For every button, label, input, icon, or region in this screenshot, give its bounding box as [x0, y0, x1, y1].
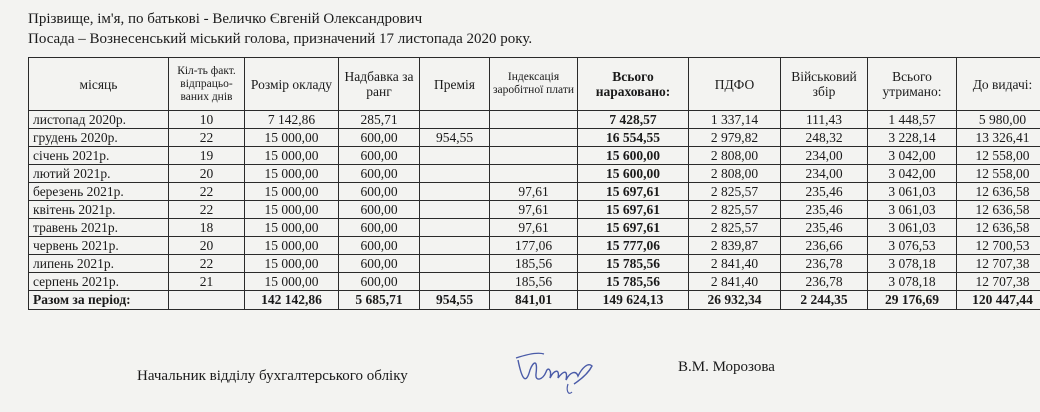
table-row: [29, 147, 1040, 165]
cell-rank-bonus: 600,00: [339, 237, 420, 255]
cell-month: грудень 2020р.: [29, 129, 169, 147]
cell-total-withheld: 3 042,00: [868, 165, 957, 183]
cell-indexation: 185,56: [490, 273, 578, 291]
total-days: [169, 291, 245, 310]
cell-military-tax: 234,00: [781, 165, 868, 183]
cell-pdfo: 2 841,40: [689, 255, 781, 273]
cell-to-pay: 12 707,38: [957, 255, 1040, 273]
total-total-withheld: 29 176,69: [868, 291, 957, 310]
cell-month: листопад 2020р.: [29, 111, 169, 129]
cell-indexation: [490, 165, 578, 183]
table-row: [29, 183, 1040, 201]
cell-indexation: 97,61: [490, 183, 578, 201]
cell-military-tax: 236,66: [781, 237, 868, 255]
cell-indexation: 177,06: [490, 237, 578, 255]
signatory-name: В.М. Морозова: [678, 359, 775, 375]
column-header-premium: Премія: [420, 58, 490, 111]
cell-total-accrued: 15 785,56: [578, 255, 689, 273]
total-rank-bonus: 5 685,71: [339, 291, 420, 310]
cell-total-withheld: 3 061,03: [868, 183, 957, 201]
cell-pdfo: 2 841,40: [689, 273, 781, 291]
cell-premium: [420, 255, 490, 273]
cell-total-withheld: 3 076,53: [868, 237, 957, 255]
cell-days: 22: [169, 255, 245, 273]
column-header-rank-bonus: Надбавка за ранг: [339, 58, 420, 111]
table-row: [29, 255, 1040, 273]
cell-salary: 15 000,00: [245, 219, 339, 237]
cell-salary: 15 000,00: [245, 237, 339, 255]
cell-total-accrued: 15 697,61: [578, 201, 689, 219]
table-row: [29, 219, 1040, 237]
cell-total-accrued: 15 785,56: [578, 273, 689, 291]
cell-rank-bonus: 600,00: [339, 165, 420, 183]
cell-days: 19: [169, 147, 245, 165]
table-row: [29, 273, 1040, 291]
cell-premium: 954,55: [420, 129, 490, 147]
cell-premium: [420, 111, 490, 129]
cell-salary: 15 000,00: [245, 255, 339, 273]
column-header-month: місяць: [29, 58, 169, 111]
cell-month: липень 2021р.: [29, 255, 169, 273]
cell-military-tax: 248,32: [781, 129, 868, 147]
cell-military-tax: 235,46: [781, 183, 868, 201]
column-header-days: Кіл-ть факт. відпрацьо-ваних днів: [169, 58, 245, 111]
cell-to-pay: 5 980,00: [957, 111, 1040, 129]
cell-to-pay: 12 558,00: [957, 165, 1040, 183]
handwritten-signature: [508, 340, 618, 400]
cell-rank-bonus: 600,00: [339, 273, 420, 291]
cell-premium: [420, 165, 490, 183]
cell-pdfo: 2 839,87: [689, 237, 781, 255]
salary-table: [28, 57, 1040, 310]
cell-premium: [420, 183, 490, 201]
cell-rank-bonus: 600,00: [339, 219, 420, 237]
table-row: [29, 111, 1040, 129]
cell-total-accrued: 15 777,06: [578, 237, 689, 255]
cell-indexation: 97,61: [490, 219, 578, 237]
cell-month: серпень 2021р.: [29, 273, 169, 291]
cell-rank-bonus: 600,00: [339, 255, 420, 273]
cell-premium: [420, 219, 490, 237]
cell-total-withheld: 3 061,03: [868, 201, 957, 219]
cell-military-tax: 236,78: [781, 273, 868, 291]
cell-to-pay: 12 636,58: [957, 219, 1040, 237]
cell-days: 22: [169, 183, 245, 201]
total-salary: 142 142,86: [245, 291, 339, 310]
table-row: [29, 165, 1040, 183]
cell-salary: 15 000,00: [245, 183, 339, 201]
column-header-salary: Розмір окладу: [245, 58, 339, 111]
cell-days: 22: [169, 129, 245, 147]
cell-to-pay: 12 707,38: [957, 273, 1040, 291]
cell-premium: [420, 147, 490, 165]
column-header-to-pay: До видачі:: [957, 58, 1040, 111]
total-premium: 954,55: [420, 291, 490, 310]
cell-pdfo: 2 979,82: [689, 129, 781, 147]
column-header-total-withheld: Всього утримано:: [868, 58, 957, 111]
cell-indexation: [490, 111, 578, 129]
total-month: Разом за період:: [29, 291, 169, 310]
cell-total-accrued: 7 428,57: [578, 111, 689, 129]
cell-salary: 7 142,86: [245, 111, 339, 129]
total-row: [29, 291, 1040, 310]
cell-month: травень 2021р.: [29, 219, 169, 237]
cell-rank-bonus: 600,00: [339, 201, 420, 219]
cell-premium: [420, 237, 490, 255]
cell-total-withheld: 3 042,00: [868, 147, 957, 165]
cell-days: 21: [169, 273, 245, 291]
cell-military-tax: 235,46: [781, 201, 868, 219]
cell-rank-bonus: 600,00: [339, 147, 420, 165]
table-header-row: [29, 58, 1040, 111]
total-to-pay: 120 447,44: [957, 291, 1040, 310]
cell-rank-bonus: 285,71: [339, 111, 420, 129]
total-total-accrued: 149 624,13: [578, 291, 689, 310]
cell-salary: 15 000,00: [245, 129, 339, 147]
table-row: [29, 201, 1040, 219]
table-row: [29, 237, 1040, 255]
cell-premium: [420, 273, 490, 291]
cell-salary: 15 000,00: [245, 273, 339, 291]
cell-days: 20: [169, 237, 245, 255]
column-header-total-accrued: Всього нараховано:: [578, 58, 689, 111]
cell-total-accrued: 15 600,00: [578, 147, 689, 165]
total-pdfo: 26 932,34: [689, 291, 781, 310]
column-header-pdfo: ПДФО: [689, 58, 781, 111]
cell-salary: 15 000,00: [245, 165, 339, 183]
column-header-indexation: Індексація заробітної плати: [490, 58, 578, 111]
column-header-military-tax: Військовий збір: [781, 58, 868, 111]
cell-total-withheld: 3 078,18: [868, 255, 957, 273]
cell-to-pay: 12 636,58: [957, 201, 1040, 219]
cell-days: 20: [169, 165, 245, 183]
cell-pdfo: 2 808,00: [689, 147, 781, 165]
cell-military-tax: 111,43: [781, 111, 868, 129]
cell-indexation: [490, 129, 578, 147]
cell-month: лютий 2021р.: [29, 165, 169, 183]
cell-month: березень 2021р.: [29, 183, 169, 201]
cell-pdfo: 1 337,14: [689, 111, 781, 129]
cell-indexation: 185,56: [490, 255, 578, 273]
cell-military-tax: 236,78: [781, 255, 868, 273]
cell-salary: 15 000,00: [245, 201, 339, 219]
cell-to-pay: 12 558,00: [957, 147, 1040, 165]
cell-military-tax: 235,46: [781, 219, 868, 237]
cell-month: січень 2021р.: [29, 147, 169, 165]
cell-to-pay: 12 636,58: [957, 183, 1040, 201]
signatory-position: Начальник відділу бухгалтерського обліку: [137, 368, 408, 384]
cell-pdfo: 2 825,57: [689, 201, 781, 219]
cell-military-tax: 234,00: [781, 147, 868, 165]
cell-total-accrued: 15 600,00: [578, 165, 689, 183]
employee-name-line: Прізвище, ім'я, по батькові - Величко Євгеній Олександрович: [28, 11, 423, 27]
cell-total-withheld: 3 078,18: [868, 273, 957, 291]
cell-pdfo: 2 825,57: [689, 219, 781, 237]
cell-total-withheld: 1 448,57: [868, 111, 957, 129]
cell-rank-bonus: 600,00: [339, 183, 420, 201]
cell-indexation: 97,61: [490, 201, 578, 219]
cell-rank-bonus: 600,00: [339, 129, 420, 147]
cell-total-accrued: 15 697,61: [578, 219, 689, 237]
cell-total-withheld: 3 228,14: [868, 129, 957, 147]
cell-salary: 15 000,00: [245, 147, 339, 165]
cell-to-pay: 12 700,53: [957, 237, 1040, 255]
table-row: [29, 129, 1040, 147]
cell-month: червень 2021р.: [29, 237, 169, 255]
cell-indexation: [490, 147, 578, 165]
cell-pdfo: 2 808,00: [689, 165, 781, 183]
cell-days: 18: [169, 219, 245, 237]
total-military-tax: 2 244,35: [781, 291, 868, 310]
cell-days: 10: [169, 111, 245, 129]
cell-days: 22: [169, 201, 245, 219]
cell-premium: [420, 201, 490, 219]
cell-month: квітень 2021р.: [29, 201, 169, 219]
total-indexation: 841,01: [490, 291, 578, 310]
cell-to-pay: 13 326,41: [957, 129, 1040, 147]
cell-total-accrued: 16 554,55: [578, 129, 689, 147]
cell-pdfo: 2 825,57: [689, 183, 781, 201]
cell-total-accrued: 15 697,61: [578, 183, 689, 201]
cell-total-withheld: 3 061,03: [868, 219, 957, 237]
position-line: Посада – Вознесенський міський голова, призначений 17 листопада 2020 року.: [28, 31, 533, 47]
